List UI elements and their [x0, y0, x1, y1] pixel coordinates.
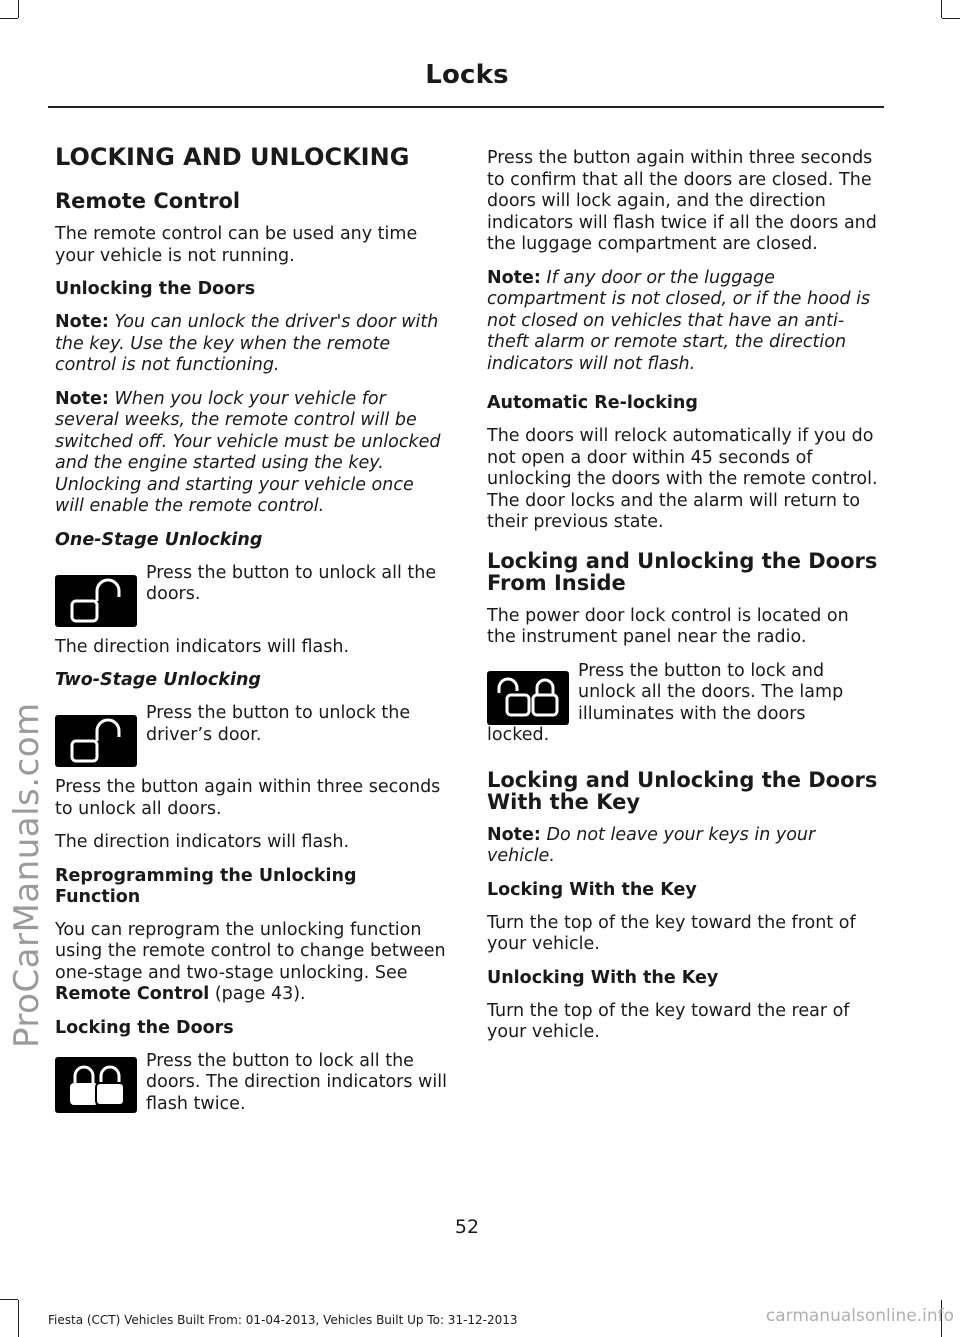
remote-control-heading: Remote Control	[55, 189, 241, 213]
locking-doors-heading: Locking the Doors	[55, 1017, 234, 1038]
note-label: Note:	[55, 312, 109, 333]
auto-relock-text: The doors will relock automatically if you do not open a door within 45 seconds of unlocking the doors with the remote control. The door locks and the alarm will return to their previous state.	[487, 426, 878, 532]
right-column	[487, 148, 882, 1056]
crop-mark	[0, 18, 18, 19]
one-stage-text: Press the button to unlock all the doors.	[146, 562, 437, 605]
crop-mark	[942, 18, 960, 19]
lock-icon	[55, 1057, 137, 1113]
inside-locking-instruction	[487, 661, 882, 747]
header-divider	[48, 106, 884, 108]
unlock-icon	[55, 575, 137, 627]
locking-with-key-text: Turn the top of the key toward the front of your vehicle.	[487, 912, 856, 955]
unlocking-doors-heading: Unlocking the Doors	[55, 279, 256, 300]
unlock-icon	[55, 715, 137, 767]
note-paragraph	[55, 389, 447, 518]
note-text: Do not leave your keys in your vehicle.	[487, 824, 816, 867]
footer: Fiesta (CCT) Vehicles Built From: 01-04-2013, Vehicles Built Up To: 31-12-2013	[48, 1313, 518, 1327]
note-label: Note:	[487, 824, 541, 845]
note-text: If any door or the luggage compartment is not closed, or if the hood is not closed on vehicles that have an anti-theft alarm or remote start, the direction indicators will not flash.	[487, 267, 871, 374]
crop-mark	[941, 0, 942, 18]
page-number: 52	[454, 1216, 480, 1238]
note-text: When you lock your vehicle for several weeks, the remote control will be switched off. Your vehicle must be unlocked and the engine started using the key. Unlocking and starting your vehicle once will enable the remote control.	[55, 388, 441, 517]
left-column	[55, 142, 447, 1125]
one-stage-heading: One-Stage Unlocking	[55, 529, 263, 550]
section-title: LOCKING AND UNLOCKING	[55, 143, 410, 171]
press-again-text: Press the button again within three seconds to confirm that all the doors are closed. The doors will lock again, and the direction indicators will flash twice if all the doors and the luggage compartment are closed.	[487, 148, 877, 254]
note-paragraph	[487, 825, 882, 868]
reprogram-heading: Reprogramming the Unlocking Function	[55, 865, 357, 907]
crop-mark	[0, 1299, 18, 1300]
two-stage-after: The direction indicators will flash.	[55, 832, 350, 853]
locking-instruction	[55, 1051, 447, 1117]
note-paragraph	[487, 268, 882, 376]
two-stage-text: Press the button to unlock the driver’s door.	[146, 703, 411, 745]
note-label: Note:	[487, 267, 541, 288]
watermark: ProCarManuals.com	[7, 702, 47, 1048]
page-reference-link[interactable]: Remote Control	[55, 984, 210, 1005]
crop-mark	[18, 1300, 19, 1337]
one-stage-after: The direction indicators will flash.	[55, 636, 350, 657]
with-key-heading: Locking and Unlocking the Doors With the Key	[487, 767, 878, 814]
locking-text: Press the button to lock all the doors. The direction indicators will flash twice.	[146, 1050, 447, 1114]
inside-locking-icon-text: Press the button to lock and unlock all the doors. The lamp illuminates with the doors	[578, 660, 844, 724]
two-stage-after: Press the button again within three seconds to unlock all doors.	[55, 777, 441, 819]
note-text: You can unlock the driver's door with the key. Use the key when the remote control is not functioning.	[55, 312, 439, 376]
unlocking-with-key-text: Turn the top of the key toward the rear of your vehicle.	[487, 1000, 850, 1043]
unlocking-with-key-heading: Unlocking With the Key	[487, 967, 719, 988]
one-stage-instruction	[55, 563, 447, 629]
reprogram-text-part: You can reprogram the unlocking function using the remote control to change between one-stage and two-stage unlocking. See	[55, 919, 446, 983]
inside-locking-heading: Locking and Unlocking the Doors From Inside	[487, 548, 878, 595]
remote-control-intro: The remote control can be used any time your vehicle is not running.	[55, 224, 418, 266]
corner-logo: carmanualsonline.info	[765, 1306, 954, 1326]
locking-with-key-heading: Locking With the Key	[487, 879, 697, 900]
crop-mark	[18, 0, 19, 18]
note-paragraph	[55, 312, 447, 377]
reprogram-text	[55, 920, 447, 1006]
auto-relock-heading: Automatic Re-locking	[487, 393, 698, 413]
note-label: Note:	[55, 388, 109, 409]
two-stage-instruction	[55, 703, 447, 769]
inside-locking-text: The power door lock control is located on the instrument panel near the radio.	[487, 605, 849, 648]
two-stage-heading: Two-Stage Unlocking	[55, 670, 261, 691]
inside-locking-icon-text-cont: locked.	[487, 725, 550, 746]
page-header-title: Locks	[425, 60, 509, 90]
power-lock-icon	[487, 671, 569, 725]
reprogram-text-part: (page 43).	[209, 984, 306, 1005]
